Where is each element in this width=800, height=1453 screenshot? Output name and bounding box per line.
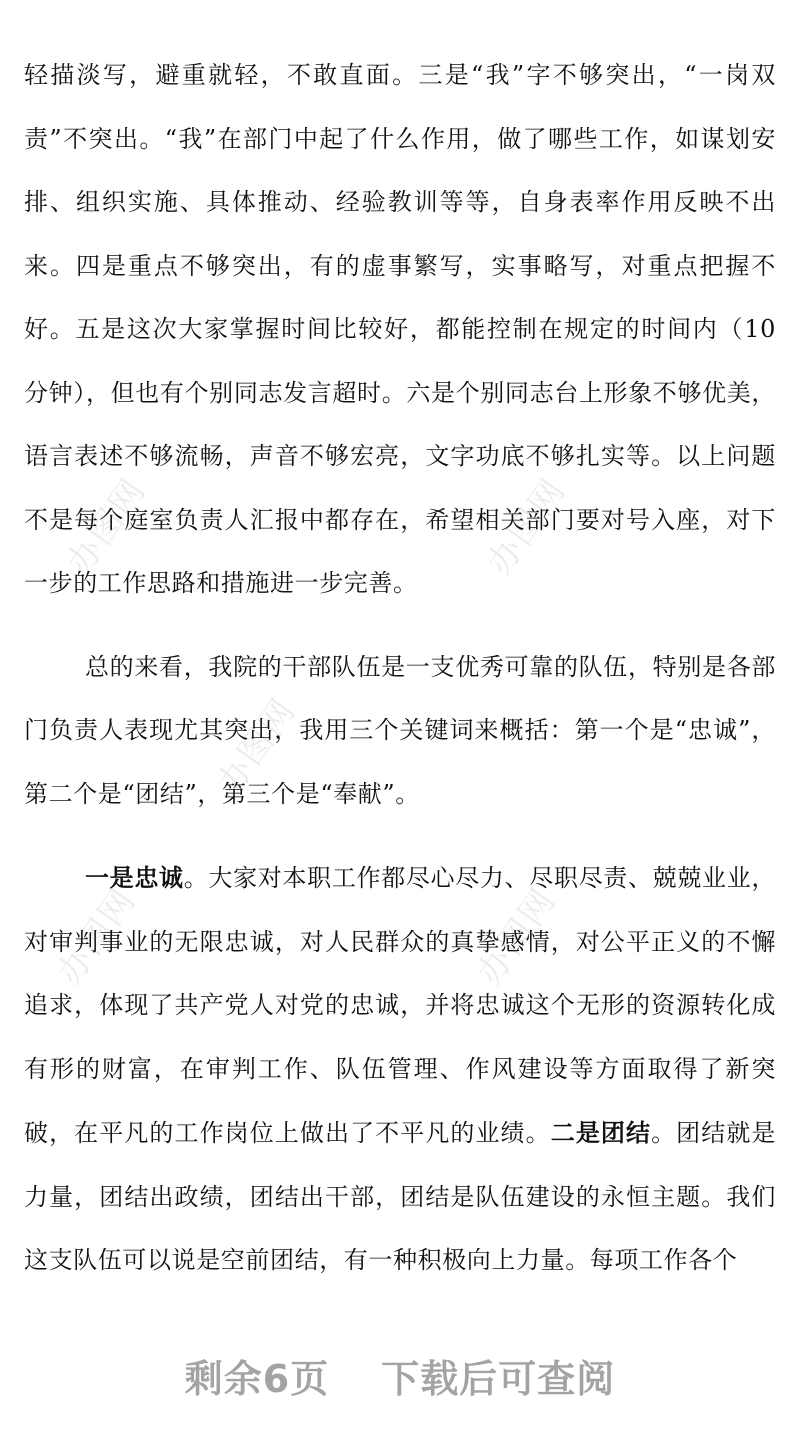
- watermark: 办图网: [59, 470, 155, 583]
- paragraph-keywords: [24, 846, 776, 1293]
- document-body: [24, 44, 776, 1293]
- paragraph-summary: [24, 636, 776, 827]
- watermark: 办图网: [49, 880, 145, 993]
- paragraph-problems: [24, 44, 776, 616]
- paragraph-text: 轻描淡写，避重就轻，不敢直面。三是“我”字不够突出，“一岗双责”不突出。“我”在部门中起了什么作用，做了哪些工作，如谋划安排、组织实施、具体推动、经验教训等等，自身表率作用反映不出来。四是重点不够突出，有的虚事繁写，实事略写，对重点把握不好。五是这次大家掌握时间比较好，都能控制在规定的时间内（10 分钟），但也有个别同志发言超时。六是个别同志台上形象不够优美，语言表述不够流畅，声音不够宏亮，文字功底不够扎实等。以上问题不是每个庭室负责人汇报中都存在，希望相关部门要对号入座，对下一步的工作思路和措施进一步完善。: [24, 61, 776, 597]
- watermark: 办图网: [479, 470, 575, 583]
- paragraph-spacer: [24, 826, 776, 846]
- paragraph-spacer: [24, 616, 776, 636]
- paragraph-text: 。团结就是力量，团结出政绩，团结出干部，团结是队伍建设的永恒主题。我们这支队伍可以说是空前团结，有一种积极向上力量。每项工作各个: [24, 1119, 777, 1274]
- watermark: 办图网: [469, 880, 565, 993]
- heading-loyalty: 一是忠诚: [85, 863, 184, 892]
- heading-unity: 二是团结: [550, 1118, 652, 1147]
- remaining-pages-label: 剩余6页: [184, 1356, 330, 1401]
- download-to-view-label: 下载后可查阅: [381, 1356, 616, 1401]
- paragraph-text: 。大家对本职工作都尽心尽力、尽职尽责、兢兢业业，对审判事业的无限忠诚，对人民群众的真挚感情，对公平正义的不懈追求，体现了共产党人对党的忠诚，并将忠诚这个无形的资源转化成有形的财富，在审判工作、队伍管理、作风建设等方面取得了新突破，在平凡的工作岗位上做出了不平凡的业绩。: [24, 864, 776, 1147]
- paragraph-text: 总的来看，我院的干部队伍是一支优秀可靠的队伍，特别是各部门负责人表现尤其突出，我用三个关键词来概括：第一个是“忠诚”，第二个是“团结”，第三个是“奉献”。: [24, 652, 776, 808]
- watermark: 办图网: [209, 690, 305, 803]
- download-prompt-banner[interactable]: [0, 1340, 800, 1410]
